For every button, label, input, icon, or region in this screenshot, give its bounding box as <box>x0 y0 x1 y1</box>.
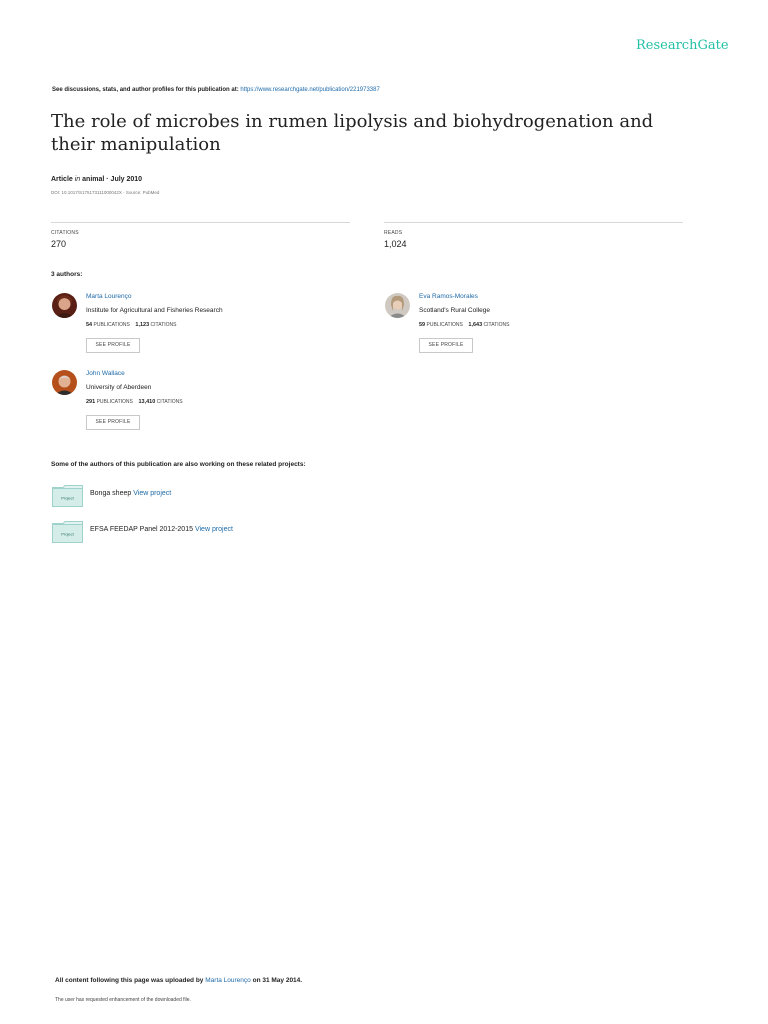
discussion-prefix: See discussions, stats, and author profiles for this publication at: <box>52 87 239 93</box>
publications-count: 54 <box>86 322 93 328</box>
author-name[interactable]: John Wallace <box>86 370 125 377</box>
citations-count: 1,123 <box>135 322 150 328</box>
author-stats <box>86 322 176 328</box>
upload-date: on 31 May 2014. <box>252 977 303 984</box>
publication-title: The role of microbes in rumen lipolysis and biohydrogenation and their manipulation <box>51 111 654 155</box>
enhancement-note: The user has requested enhancement of the downloaded file. <box>55 997 191 1003</box>
project-folder-icon <box>52 521 83 543</box>
authors-heading: 3 authors: <box>51 271 83 278</box>
see-profile-button[interactable]: SEE PROFILE <box>86 415 140 430</box>
upload-prefix: All content following this page was uploaded by <box>55 977 204 984</box>
divider-left <box>51 222 350 223</box>
journal-date: animal · July 2010 <box>82 176 143 183</box>
avatar[interactable] <box>52 293 77 318</box>
uploader-link[interactable]: Marta Lourenço <box>205 977 251 984</box>
publications-label: PUBLICATIONS <box>93 322 130 328</box>
project-name: Bonga sheep <box>90 490 132 497</box>
discussion-line <box>52 87 380 93</box>
author-stats <box>86 399 183 405</box>
project-text <box>90 526 233 533</box>
citations-count: 13,410 <box>138 399 156 405</box>
citations-value: 270 <box>51 239 67 249</box>
researchgate-logo[interactable]: ResearchGate <box>636 38 729 53</box>
avatar[interactable] <box>385 293 410 318</box>
doi-source: DOI: 10.1017/S175173111000042X · Source: PubMed <box>51 190 160 195</box>
author-institution: Institute for Agricultural and Fisheries Research <box>86 307 223 314</box>
see-profile-button[interactable]: SEE PROFILE <box>86 338 140 353</box>
related-projects-heading: Some of the authors of this publication are also working on these related projects: <box>51 461 306 468</box>
publications-count: 291 <box>86 399 96 405</box>
author-institution: University of Aberdeen <box>86 384 152 391</box>
view-project-link[interactable]: View project <box>133 490 172 497</box>
divider-right <box>384 222 683 223</box>
citations-label: CITATIONS <box>51 230 79 236</box>
project-name: EFSA FEEDAP Panel 2012-2015 <box>90 526 193 533</box>
project-badge-label: Project <box>61 531 74 537</box>
author-name[interactable]: Eva Ramos-Morales <box>419 293 478 300</box>
project-badge-label: Project <box>61 495 74 501</box>
article-in: in <box>74 176 81 183</box>
view-project-link[interactable]: View project <box>194 526 233 533</box>
publication-url-link[interactable]: https://www.researchgate.net/publication/221973387 <box>240 87 380 93</box>
reads-value: 1,024 <box>384 239 407 249</box>
avatar[interactable] <box>52 370 77 395</box>
reads-label: READS <box>384 230 403 236</box>
author-name[interactable]: Marta Lourenço <box>86 293 132 300</box>
publications-label: PUBLICATIONS <box>426 322 463 328</box>
publications-count: 59 <box>419 322 426 328</box>
article-type: Article <box>51 176 73 183</box>
citations-label: CITATIONS <box>150 322 177 328</box>
publications-label: PUBLICATIONS <box>96 399 133 405</box>
citations-label: CITATIONS <box>483 322 510 328</box>
citations-count: 1,643 <box>468 322 483 328</box>
project-text <box>90 490 171 497</box>
upload-note <box>55 977 302 984</box>
author-stats <box>419 322 509 328</box>
citations-label: CITATIONS <box>156 399 183 405</box>
project-folder-icon <box>52 485 83 507</box>
author-institution: Scotland's Rural College <box>419 307 490 314</box>
see-profile-button[interactable]: SEE PROFILE <box>419 338 473 353</box>
article-meta <box>51 176 142 183</box>
